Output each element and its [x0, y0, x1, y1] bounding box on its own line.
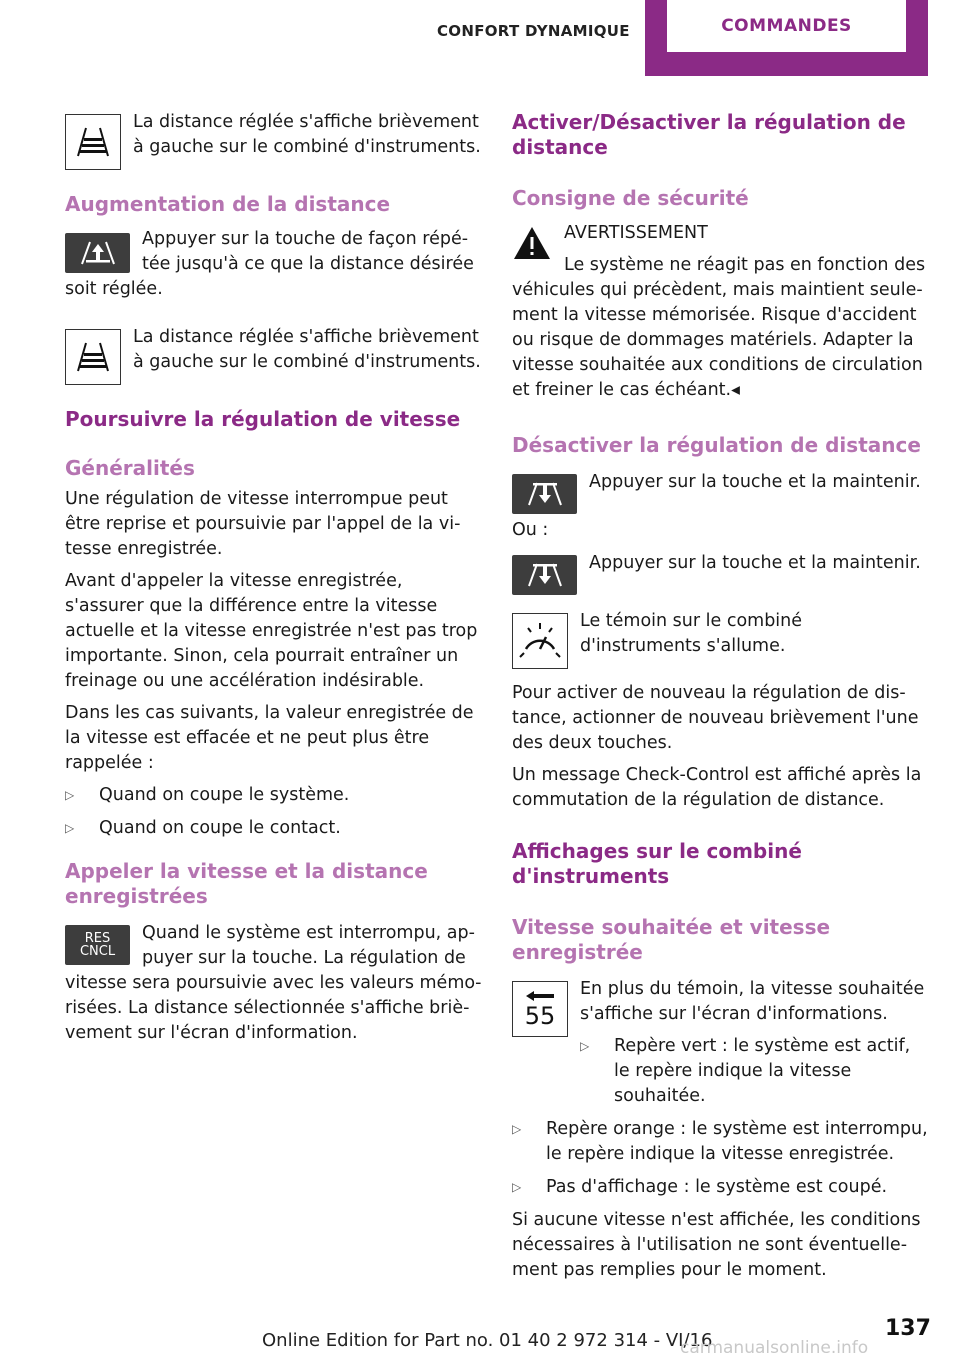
header-section-title: CONFORT DYNAMIQUE — [437, 22, 630, 40]
list-item: ▷ Repère orange : le système est interrompu, le repère indique la vitesse enregistrée. — [512, 1117, 928, 1167]
left-column — [65, 110, 483, 1046]
safety-warning — [512, 221, 928, 403]
arrow-left-icon — [520, 989, 560, 1003]
display-note-text-2: La distance réglée s'affiche brièvement à gauche sur le combiné d'instruments. — [133, 327, 481, 372]
watermark: carmanualsonline.info — [680, 1338, 869, 1358]
recall-text: Quand le système est interrompu, appuyer sur la touche. La régulation de vitesse sera poursuivie avec les valeurs mémorisées. La distance sélectionnée s'affiche brièvement sur l'écran d'information. — [65, 923, 482, 1043]
distance-bars-icon — [65, 114, 121, 170]
heading-safety: Consigne de sécurité — [512, 186, 749, 210]
right-column — [512, 110, 928, 1283]
reactivate-text: Pour activer de nouveau la régulation de distance, actionner de nouveau brièvement l'une des deux touches. — [512, 683, 919, 753]
indicator-text: Le témoin sur le combiné d'instruments s'allume. — [580, 611, 803, 656]
general-text-2: Avant d'appeler la vitesse enregistrée, s'assurer que la différence entre la vitesse actuelle et la vitesse enregistrée n'est pas trop importante. Sinon, cela pourrait entraîner un freinage ou une accélération indésirable. — [65, 571, 478, 691]
increase-distance-text: Appuyer sur la touche de façon répétée jusqu'à ce que la distance désirée soit réglée. — [65, 229, 474, 299]
distance-decrease-button-icon — [512, 474, 577, 514]
end-mark: ◂ — [731, 380, 740, 400]
general-text-3: Dans les cas suivants, la valeur enregistrée de la vitesse est effacée et ne peut plus être rappelée : — [65, 703, 474, 773]
res-label: RES — [84, 931, 111, 946]
page-number: 137 — [885, 1316, 931, 1341]
warning-title: AVERTISSEMENT — [564, 223, 708, 243]
erase-conditions-list — [65, 783, 483, 841]
speed-display-text: En plus du témoin, la vitesse souhaitée s'affiche sur l'écran d'informations. — [580, 979, 925, 1024]
recall-step — [65, 921, 483, 1046]
increase-distance-step — [65, 227, 483, 302]
deactivate-step-2 — [512, 551, 928, 595]
list-item: ▷ Pas d'affichage : le système est coupé. — [512, 1175, 928, 1200]
heading-recall: Appeler la vitesse et la distance enregistrées — [65, 859, 428, 908]
res-cncl-button-icon — [65, 925, 130, 965]
check-control-text: Un message Check-Control est affiché après la commutation de la régulation de distance. — [512, 765, 922, 810]
list-item: ▷ Quand on coupe le système. — [65, 783, 483, 808]
no-speed-text: Si aucune vitesse n'est affichée, les conditions nécessaires à l'utilisation ne sont éventuellement pas remplies pour le moment. — [512, 1210, 921, 1280]
speed-display-note — [512, 977, 928, 1117]
distance-increase-button-icon — [65, 233, 130, 273]
green-marker-list — [580, 1034, 928, 1109]
speed-value: 55 — [524, 1002, 556, 1030]
warning-triangle-icon — [512, 223, 552, 263]
distance-decrease-button-icon — [512, 555, 577, 595]
indicator-note — [512, 609, 928, 669]
heading-general: Généralités — [65, 456, 195, 480]
display-note-text-1: La distance réglée s'affiche brièvement à gauche sur le combiné d'instruments. — [133, 112, 481, 157]
heading-displays: Affichages sur le combiné d'instruments — [512, 839, 802, 888]
list-item: ▷ Quand on coupe le contact. — [65, 816, 483, 841]
speed-marker-icon — [512, 981, 568, 1037]
heading-increase-distance: Augmentation de la distance — [65, 192, 391, 216]
speedometer-indicator-icon — [512, 613, 568, 669]
hold-text-2: Appuyer sur la touche et la maintenir. — [589, 553, 921, 573]
distance-bars-icon — [65, 329, 121, 385]
or-text: Ou : — [512, 520, 549, 540]
heading-deactivate: Désactiver la régulation de distance — [512, 433, 921, 457]
header-chapter-label: COMMANDES — [721, 16, 852, 36]
cncl-label: CNCL — [79, 944, 116, 959]
hold-text-1: Appuyer sur la touche et la maintenir. — [589, 472, 921, 492]
distance-display-note-2 — [65, 325, 483, 385]
warning-text: Le système ne réagit pas en fonction des véhicules qui précèdent, mais maintient seulement la vitesse mémorisée. Risque d'accident ou risque de dommages matériels. Adapter la vitesse souhaitée aux conditions de circulation et freiner le cas échéant.◂ — [512, 255, 926, 400]
list-item: ▷ Repère vert : le système est actif, le repère indique la vitesse souhaitée. — [580, 1034, 928, 1109]
distance-display-note-1 — [65, 110, 483, 170]
footer-edition: Online Edition for Part no. 01 40 2 972 314 - VI/16 — [262, 1330, 713, 1351]
heading-continue-cruise: Poursuivre la régulation de vitesse — [65, 407, 461, 431]
marker-states-list — [512, 1117, 928, 1200]
heading-speeds: Vitesse souhaitée et vitesse enregistrée — [512, 915, 831, 964]
header-chapter-tab — [645, 0, 928, 76]
deactivate-step-1 — [512, 470, 928, 514]
heading-toggle-distance-control: Activer/Désactiver la régulation de distance — [512, 110, 906, 159]
general-text-1: Une régulation de vitesse interrompue peut être reprise et poursuivie par l'appel de la vitesse enregistrée. — [65, 489, 461, 559]
